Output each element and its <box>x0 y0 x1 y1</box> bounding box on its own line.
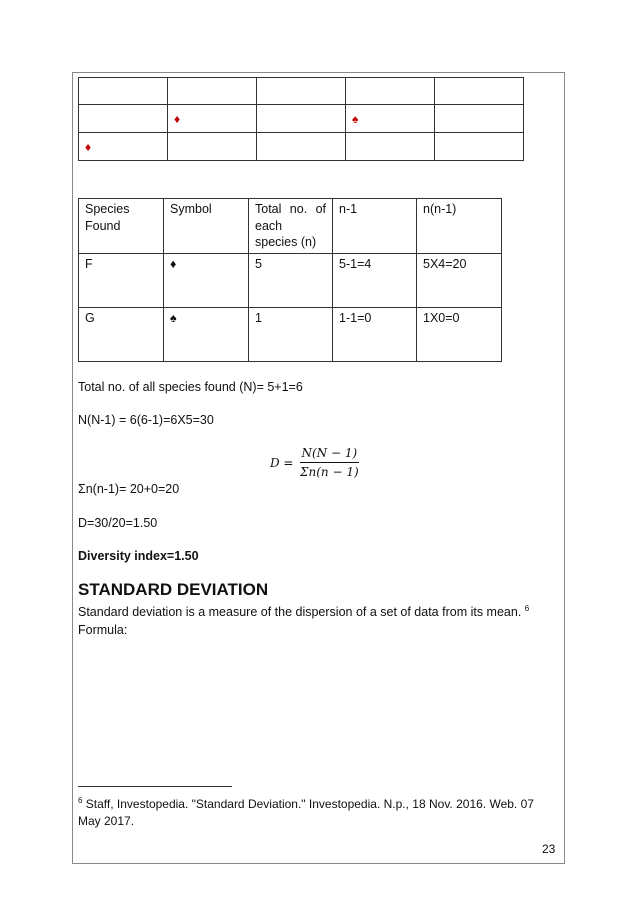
grid-row <box>79 78 524 105</box>
page-number: 23 <box>542 842 556 856</box>
definition-line <box>78 605 529 619</box>
table-row <box>79 308 502 362</box>
sum-line: Σn(n-1)= 20+0=20 <box>78 482 180 496</box>
header-symbol: Symbol <box>164 199 249 254</box>
table-cell: G <box>79 308 164 362</box>
table-cell: ♠ <box>164 308 249 362</box>
d-value-line: D=30/20=1.50 <box>78 516 158 530</box>
table-header-row <box>79 199 502 254</box>
grid-cell <box>257 78 346 105</box>
grid-cell <box>346 133 435 161</box>
grid-cell <box>435 78 524 105</box>
grid-row <box>79 105 524 133</box>
footnote-divider <box>78 786 232 787</box>
table-cell: 5 <box>249 254 333 308</box>
table-cell: 1 <box>249 308 333 362</box>
grid-row <box>79 133 524 161</box>
table-cell: 1X0=0 <box>417 308 502 362</box>
grid-cell-diamond: ♦ <box>168 105 257 133</box>
grid-cell-spade: ♠ <box>346 105 435 133</box>
header-n-minus-1: n-1 <box>333 199 417 254</box>
grid-cell <box>257 105 346 133</box>
section-heading: STANDARD DEVIATION <box>78 580 269 599</box>
table-cell: 5X4=20 <box>417 254 502 308</box>
symbol-grid-table <box>78 77 524 161</box>
formula-lhs: D = <box>270 455 294 470</box>
formula-numerator: N(N − 1) <box>300 446 360 463</box>
grid-cell <box>168 78 257 105</box>
formula-label: Formula: <box>78 623 128 637</box>
diversity-index-line: Diversity index=1.50 <box>78 549 199 563</box>
grid-cell <box>168 133 257 161</box>
n-n-minus-1-line: N(N-1) = 6(6-1)=6X5=30 <box>78 413 214 427</box>
total-species-line: Total no. of all species found (N)= 5+1=6 <box>78 380 303 394</box>
header-total-count: Total no. of each species (n) <box>249 199 333 254</box>
footnote-text: Staff, Investopedia. "Standard Deviation." Investopedia. N.p., 18 Nov. 2016. Web. 07 May 2017. <box>78 797 534 828</box>
table-cell: 1-1=0 <box>333 308 417 362</box>
grid-cell <box>435 105 524 133</box>
grid-cell <box>435 133 524 161</box>
table-cell: 5-1=4 <box>333 254 417 308</box>
grid-cell-diamond: ♦ <box>79 133 168 161</box>
formula-fraction <box>300 446 360 479</box>
header-species-found: Species Found <box>79 199 164 254</box>
species-table <box>78 198 502 362</box>
footnote-ref: 6 <box>524 603 530 613</box>
grid-cell <box>79 78 168 105</box>
table-row <box>79 254 502 308</box>
definition-text: Standard deviation is a measure of the dispersion of a set of data from its mean. <box>78 605 522 619</box>
table-cell: ♦ <box>164 254 249 308</box>
grid-cell <box>257 133 346 161</box>
header-n-times-n-minus-1: n(n-1) <box>417 199 502 254</box>
grid-cell <box>346 78 435 105</box>
diversity-formula <box>270 446 359 479</box>
footnote <box>78 796 558 830</box>
table-cell: F <box>79 254 164 308</box>
formula-denominator: Σn(n − 1) <box>300 465 359 479</box>
footnote-number: 6 <box>78 796 83 805</box>
grid-cell <box>79 105 168 133</box>
